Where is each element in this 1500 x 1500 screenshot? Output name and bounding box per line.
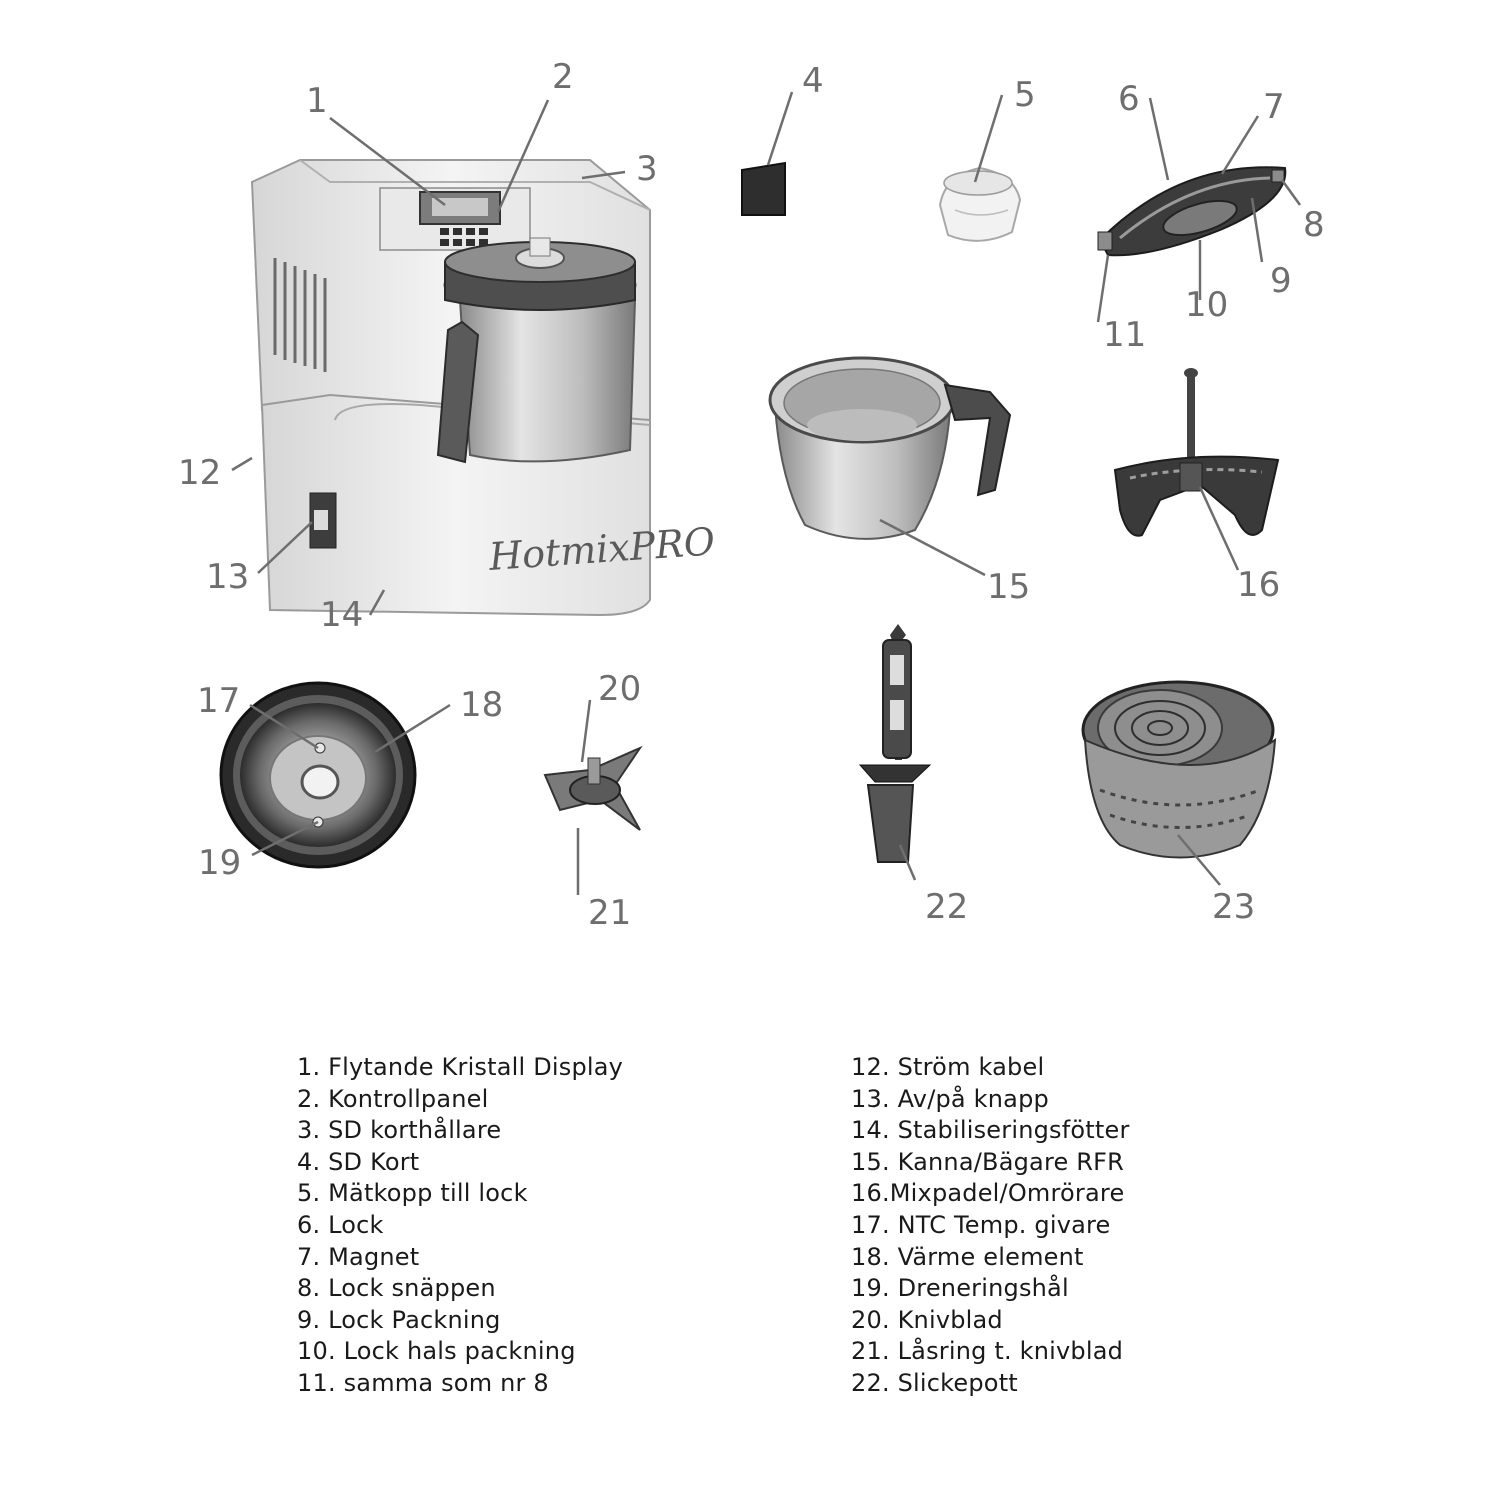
jug bbox=[770, 358, 1010, 539]
legend-item: 9. Lock Packning bbox=[297, 1305, 501, 1334]
knife-blade bbox=[545, 748, 640, 830]
callout-5: 5 bbox=[1014, 75, 1036, 115]
sd-card bbox=[742, 163, 785, 215]
steam-basket bbox=[1083, 682, 1275, 858]
spatula bbox=[860, 624, 930, 862]
callout-21: 21 bbox=[588, 893, 632, 933]
power-switch bbox=[310, 493, 336, 548]
legend-item: 11. samma som nr 8 bbox=[297, 1368, 549, 1397]
legend-right-column bbox=[851, 1052, 1130, 1400]
heating-plate bbox=[221, 683, 415, 867]
legend-item: 6. Lock bbox=[297, 1210, 384, 1239]
callout-6: 6 bbox=[1118, 79, 1140, 119]
callout-1: 1 bbox=[306, 81, 328, 121]
callout-11: 11 bbox=[1103, 315, 1147, 355]
callout-7: 7 bbox=[1263, 87, 1285, 127]
callout-20: 20 bbox=[598, 669, 642, 709]
legend-item: 17. NTC Temp. givare bbox=[851, 1210, 1111, 1239]
callout-8: 8 bbox=[1303, 205, 1325, 245]
callout-19: 19 bbox=[198, 843, 242, 883]
legend-item: 14. Stabiliseringsfötter bbox=[851, 1116, 1130, 1145]
legend-item: 1. Flytande Kristall Display bbox=[297, 1053, 624, 1081]
callout-18: 18 bbox=[460, 685, 504, 725]
callout-9: 9 bbox=[1270, 261, 1292, 301]
legend-item: 12. Ström kabel bbox=[851, 1053, 1045, 1081]
legend-item: 7. Magnet bbox=[297, 1242, 420, 1271]
lid bbox=[1098, 167, 1285, 255]
mounted-bowl bbox=[438, 238, 635, 462]
legend-item: 21. Låsring t. knivblad bbox=[851, 1337, 1124, 1366]
callout-13: 13 bbox=[206, 557, 250, 597]
legend-item: 4. SD Kort bbox=[297, 1147, 420, 1176]
legend-item: 10. Lock hals packning bbox=[297, 1337, 576, 1366]
hotmix-machine bbox=[252, 160, 716, 615]
measuring-cup bbox=[940, 168, 1020, 241]
legend-item: 18. Värme element bbox=[851, 1242, 1084, 1271]
legend-item: 3. SD korthållare bbox=[297, 1116, 502, 1145]
legend-item: 8. Lock snäppen bbox=[297, 1274, 496, 1303]
legend-item: 5. Mätkopp till lock bbox=[297, 1179, 528, 1208]
legend-item: 16.Mixpadel/Omrörare bbox=[851, 1179, 1125, 1208]
legend-item: 13. Av/på knapp bbox=[851, 1084, 1049, 1113]
callout-10: 10 bbox=[1185, 285, 1229, 325]
callout-15: 15 bbox=[987, 567, 1031, 607]
callout-22: 22 bbox=[925, 887, 969, 927]
legend-item: 19. Dreneringshål bbox=[851, 1274, 1069, 1303]
legend-item: 15. Kanna/Bägare RFR bbox=[851, 1147, 1125, 1176]
callout-17: 17 bbox=[197, 681, 241, 721]
mixing-paddle bbox=[1115, 368, 1278, 536]
callout-4: 4 bbox=[802, 61, 824, 101]
callout-2: 2 bbox=[552, 57, 574, 97]
legend-item: 20. Knivblad bbox=[851, 1305, 1003, 1334]
brand-logo: HotmixPRO bbox=[487, 519, 717, 579]
control-panel bbox=[380, 188, 530, 250]
legend-item: 2. Kontrollpanel bbox=[297, 1084, 489, 1113]
legend-item: 22. Slickepott bbox=[851, 1368, 1018, 1397]
callout-3: 3 bbox=[636, 149, 658, 189]
callout-16: 16 bbox=[1237, 565, 1281, 605]
callout-12: 12 bbox=[178, 453, 222, 493]
legend-left-column bbox=[297, 1052, 623, 1400]
callout-14: 14 bbox=[320, 595, 364, 635]
callout-23: 23 bbox=[1212, 887, 1256, 927]
